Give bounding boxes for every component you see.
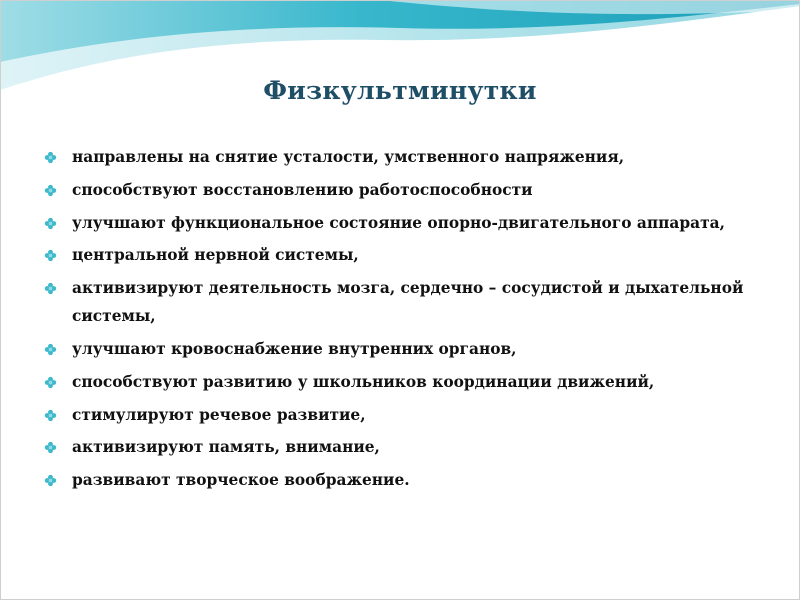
list-item-text: развивают творческое воображение. [72, 471, 410, 490]
flower-bullet-icon [44, 441, 57, 454]
flower-bullet-icon [44, 409, 57, 422]
list-item-text: способствуют развитию у школьников координации движений, [72, 372, 655, 391]
list-item [44, 433, 784, 461]
list-item-text: активизируют деятельность мозга, сердечно – сосудистой и дыхательной системы, [72, 279, 744, 326]
list-item-text: стимулируют речевое развитие, [72, 405, 366, 424]
list-item [44, 274, 784, 330]
flower-bullet-icon [44, 151, 57, 164]
list-item-text: активизируют память, внимание, [72, 438, 380, 457]
list-item-text: центральной нервной системы, [72, 246, 359, 265]
list-item-text: направлены на снятие усталости, умственного напряжения, [72, 148, 625, 166]
list-item [44, 241, 784, 269]
flower-bullet-icon [44, 282, 57, 295]
flower-bullet-icon [44, 217, 57, 230]
flower-bullet-icon [44, 184, 57, 197]
flower-bullet-icon [44, 249, 57, 262]
list-item [44, 466, 784, 494]
list-item-text: улучшают функциональное состояние опорно-двигательного аппарата, [72, 213, 725, 232]
list-item-text: способствуют восстановлению работоспособности [72, 180, 533, 199]
list-item [44, 143, 784, 171]
flower-bullet-icon [44, 343, 57, 356]
flower-bullet-icon [44, 376, 57, 389]
list-item [44, 335, 784, 363]
slide-title: Физкультминутки [263, 76, 537, 105]
list-item [44, 368, 784, 396]
list-item-text: улучшают кровоснабжение внутренних органов, [72, 339, 517, 358]
flower-bullet-icon [44, 474, 57, 487]
list-item [44, 176, 784, 204]
list-item [44, 401, 784, 429]
list-item [44, 209, 784, 237]
bullet-list [44, 143, 784, 499]
